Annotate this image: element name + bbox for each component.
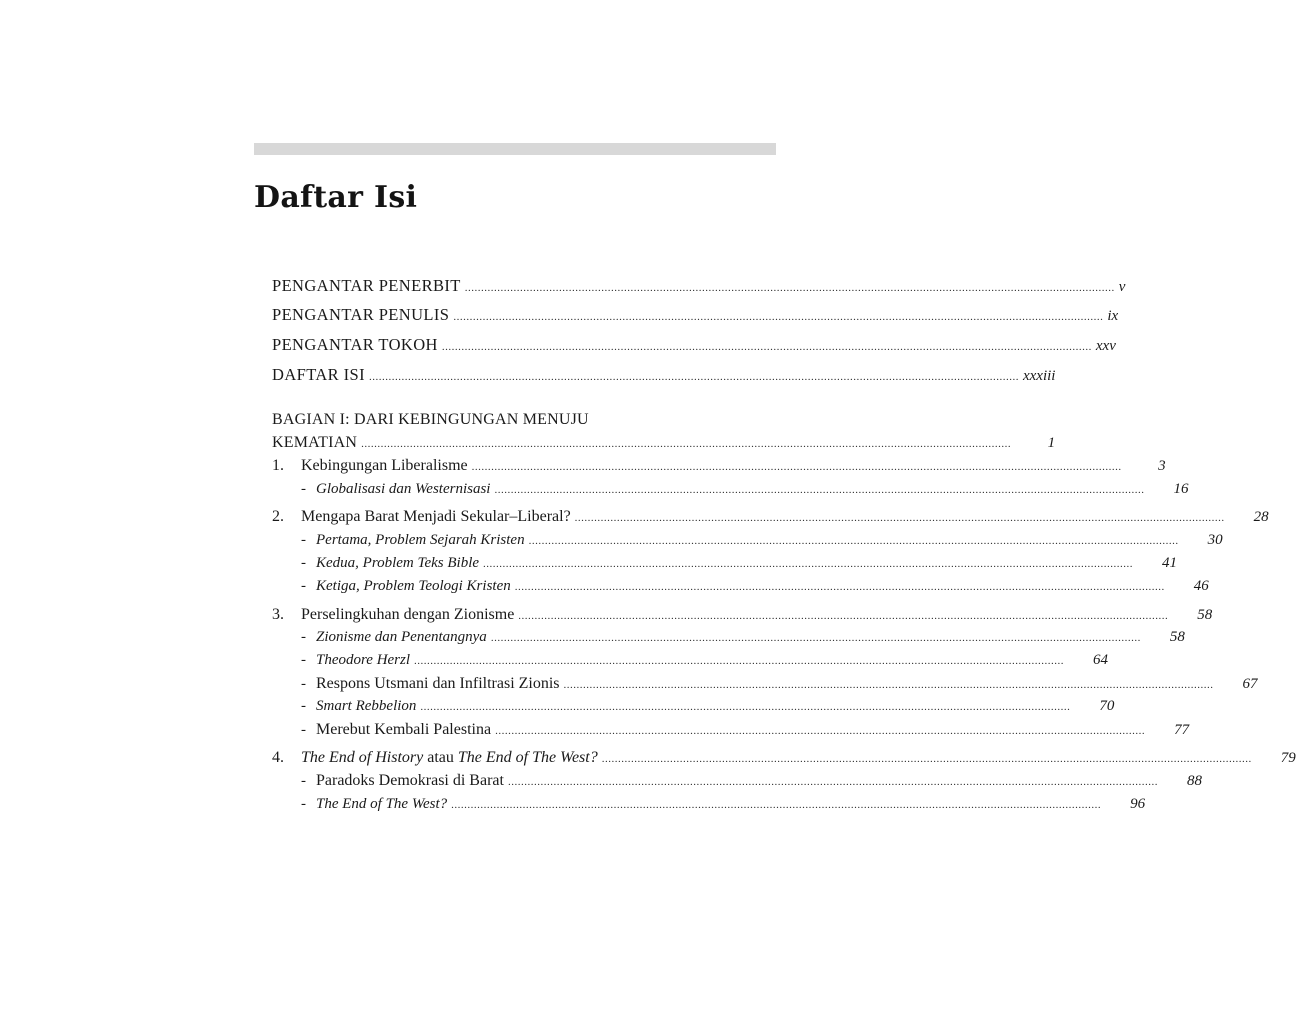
page-title: Daftar Isi bbox=[254, 180, 418, 215]
toc-entry-chapter-2[interactable] bbox=[272, 508, 1269, 530]
part-heading-line1: BAGIAN I: DARI KEBINGUNGAN MENUJU bbox=[272, 411, 589, 428]
leader-dots: ........................................................................................................................................................................................................ bbox=[507, 776, 1158, 788]
leader-dots: ........................................................................................................................................................................................................ bbox=[368, 371, 1019, 383]
section-marker: - bbox=[301, 722, 306, 738]
toc-entry-page: 88 bbox=[1186, 773, 1202, 789]
leader-dots: ........................................................................................................................................................................................................ bbox=[414, 655, 1065, 667]
section-marker: - bbox=[301, 676, 306, 692]
section-marker: - bbox=[301, 532, 306, 548]
toc-entry-label: DAFTAR ISI bbox=[272, 365, 365, 384]
section-title: Zionisme dan Penentangnya bbox=[316, 629, 487, 645]
section-marker: - bbox=[301, 796, 306, 812]
chapter-number: 3. bbox=[272, 606, 284, 623]
toc-entry-part-1[interactable] bbox=[272, 434, 1056, 456]
leader-dots: ........................................................................................................................................................................................................ bbox=[453, 311, 1104, 323]
toc-entry-page: 28 bbox=[1253, 509, 1269, 525]
toc-entry-page: 58 bbox=[1169, 629, 1185, 645]
leader-dots: ........................................................................................................................................................................................................ bbox=[528, 535, 1179, 547]
toc-entry-label: PENGANTAR PENULIS bbox=[272, 305, 450, 324]
leader-dots: ........................................................................................................................................................................................................ bbox=[574, 512, 1225, 524]
toc-entry-page: 70 bbox=[1099, 698, 1115, 714]
toc-entry-page: 58 bbox=[1197, 607, 1213, 623]
toc-entry-page: v bbox=[1118, 279, 1126, 295]
chapter-title bbox=[301, 749, 598, 767]
leader-dots: ........................................................................................................................................................................................................ bbox=[420, 701, 1071, 713]
section-title: Pertama, Problem Sejarah Kristen bbox=[316, 532, 525, 548]
leader-dots: ........................................................................................................................................................................................................ bbox=[483, 558, 1134, 570]
leader-dots: ........................................................................................................................................................................................................ bbox=[514, 581, 1165, 593]
section-marker: - bbox=[301, 578, 306, 594]
toc-entry-pengantar-tokoh[interactable] bbox=[272, 335, 1116, 357]
toc-entry-page: 1 bbox=[1047, 435, 1056, 451]
leader-dots: ........................................................................................................................................................................................................ bbox=[451, 799, 1102, 811]
toc-entry-section[interactable] bbox=[272, 555, 1178, 577]
leader-dots: ........................................................................................................................................................................................................ bbox=[464, 282, 1115, 294]
toc-entry-section[interactable] bbox=[272, 629, 1185, 651]
toc-entry-page: 41 bbox=[1162, 555, 1178, 571]
part-heading-line2: KEMATIAN bbox=[272, 434, 358, 451]
toc-entry-section[interactable] bbox=[272, 772, 1202, 794]
toc-entry-chapter-1[interactable] bbox=[272, 457, 1166, 479]
section-title: Globalisasi dan Westernisasi bbox=[316, 481, 491, 497]
toc-entry-page: 79 bbox=[1280, 750, 1296, 766]
leader-dots: ........................................................................................................................................................................................................ bbox=[361, 438, 1012, 450]
section-title: Paradoks Demokrasi di Barat bbox=[316, 772, 504, 789]
section-marker: - bbox=[301, 698, 306, 714]
leader-dots: ........................................................................................................................................................................................................ bbox=[471, 461, 1122, 473]
toc-entry-pengantar-penulis[interactable] bbox=[272, 305, 1119, 327]
toc-entry-page: ix bbox=[1107, 308, 1119, 324]
toc-entry-section[interactable] bbox=[272, 532, 1223, 554]
section-marker: - bbox=[301, 629, 306, 645]
toc-entry-section[interactable] bbox=[272, 652, 1109, 674]
toc-entry-page: 96 bbox=[1130, 796, 1146, 812]
toc-entry-section[interactable] bbox=[272, 796, 1146, 818]
section-marker: - bbox=[301, 652, 306, 668]
toc-entry-label: PENGANTAR PENERBIT bbox=[272, 276, 461, 295]
toc-entry-section[interactable] bbox=[272, 675, 1258, 697]
toc-entry-page: 30 bbox=[1207, 532, 1223, 548]
section-title: Respons Utsmani dan Infiltrasi Zionis bbox=[316, 675, 560, 692]
leader-dots: ........................................................................................................................................................................................................ bbox=[601, 753, 1252, 765]
toc-entry-page: xxxiii bbox=[1022, 368, 1056, 384]
toc-entry-page: 77 bbox=[1174, 722, 1190, 738]
toc-entry-chapter-3[interactable] bbox=[272, 606, 1213, 628]
toc-entry-pengantar-penerbit[interactable] bbox=[272, 276, 1126, 298]
section-marker: - bbox=[301, 555, 306, 571]
chapter-title: Perselingkuhan dengan Zionisme bbox=[301, 606, 515, 623]
toc-entry-section[interactable] bbox=[272, 578, 1209, 600]
chapter-title-part2: atau bbox=[423, 749, 458, 766]
chapter-title-part3: The End of The West? bbox=[457, 749, 598, 766]
toc-entry-page: 16 bbox=[1173, 481, 1189, 497]
section-title: Merebut Kembali Palestina bbox=[316, 721, 492, 738]
leader-dots: ........................................................................................................................................................................................................ bbox=[518, 610, 1169, 622]
leader-dots: ........................................................................................................................................................................................................ bbox=[490, 632, 1141, 644]
leader-dots: ........................................................................................................................................................................................................ bbox=[494, 484, 1145, 496]
chapter-title: Mengapa Barat Menjadi Sekular–Liberal? bbox=[301, 508, 571, 525]
leader-dots: ........................................................................................................................................................................................................ bbox=[563, 679, 1214, 691]
toc-entry-section[interactable] bbox=[272, 721, 1190, 743]
toc-entry-page: 64 bbox=[1093, 652, 1109, 668]
leader-dots: ........................................................................................................................................................................................................ bbox=[441, 341, 1092, 353]
section-title: Ketiga, Problem Teologi Kristen bbox=[316, 578, 511, 594]
header-bar bbox=[254, 143, 776, 155]
leader-dots: ........................................................................................................................................................................................................ bbox=[495, 725, 1146, 737]
section-marker: - bbox=[301, 481, 306, 497]
chapter-title: Kebingungan Liberalisme bbox=[301, 457, 468, 474]
chapter-number: 4. bbox=[272, 749, 284, 766]
toc-entry-page: xxv bbox=[1095, 338, 1116, 354]
section-marker: - bbox=[301, 773, 306, 789]
toc-entry-page: 67 bbox=[1242, 676, 1258, 692]
toc-entry-section[interactable] bbox=[272, 481, 1189, 503]
toc-entry-chapter-4[interactable] bbox=[272, 749, 1296, 771]
chapter-title-part1: The End of History bbox=[301, 749, 424, 766]
section-title: Theodore Herzl bbox=[316, 652, 411, 668]
section-title: Kedua, Problem Teks Bible bbox=[316, 555, 480, 571]
toc-entry-daftar-isi[interactable] bbox=[272, 365, 1056, 387]
section-title: The End of The West? bbox=[316, 796, 448, 812]
chapter-number: 1. bbox=[272, 457, 284, 474]
chapter-number: 2. bbox=[272, 508, 284, 525]
toc-entry-page: 3 bbox=[1158, 458, 1166, 474]
section-title: Smart Rebbelion bbox=[316, 698, 417, 714]
toc-entry-page: 46 bbox=[1193, 578, 1209, 594]
toc-entry-section[interactable] bbox=[272, 698, 1115, 720]
toc-entry-label: PENGANTAR TOKOH bbox=[272, 335, 438, 354]
